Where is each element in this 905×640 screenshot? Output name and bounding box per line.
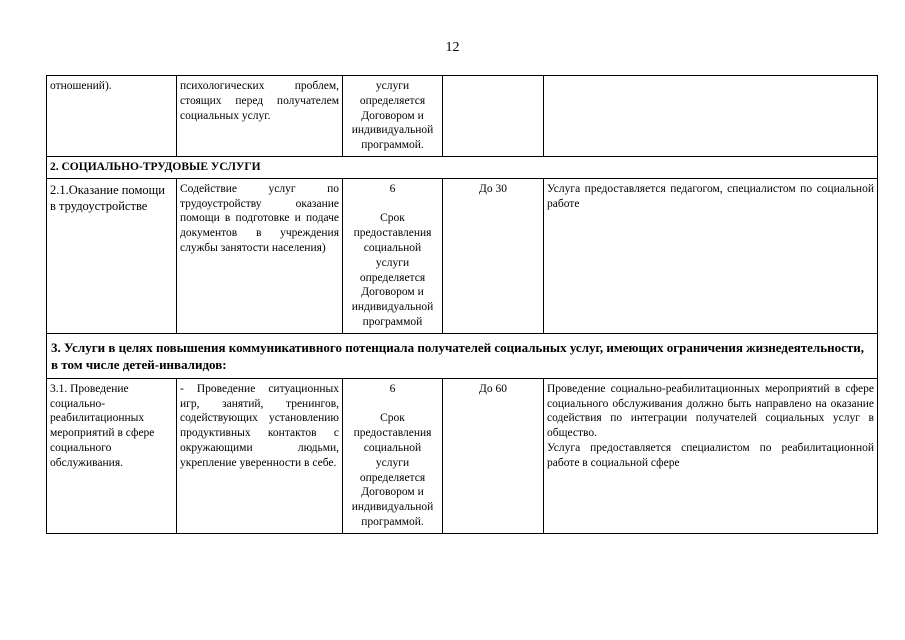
service-provider: Услуга предоставляется педагогом, специалистом по социальной работе [544, 178, 878, 333]
service-term-text: Срок предоставления социальной услуги определяется Договором и индивидуальной программой. [351, 412, 434, 528]
table-cell: психологических проблем, стоящих перед получателем социальных услуг. [177, 76, 343, 157]
service-term-cell [343, 178, 443, 333]
service-requirements: Проведение социально-реабилитационных мероприятий в сфере социального обслуживания должно быть направлено на оказание содействия по интеграции получателей социальных услуг в общество. [547, 382, 874, 440]
table-row [47, 76, 878, 157]
section-heading-row [47, 156, 878, 178]
service-provider: Услуга предоставляется специалистом по реабилитационной работе в социальной сфере [547, 441, 874, 469]
table-cell: услуги определяется Договором и индивидуальной программой. [343, 76, 443, 157]
section-heading: 2. СОЦИАЛЬНО-ТРУДОВЫЕ УСЛУГИ [47, 156, 878, 178]
service-term-text: Срок предоставления социальной услуги определяется Договором и индивидуальной программой [351, 212, 434, 328]
service-term-cell [343, 378, 443, 533]
section-heading-row [47, 333, 878, 378]
service-description: Содействие услуг по трудоустройству оказание помощи в подготовке и подаче документов в учреждения службы занятости населения) [177, 178, 343, 333]
services-table [46, 75, 878, 534]
service-description: - Проведение ситуационных игр, занятий, тренингов, содействующих установлению продуктивных контактов с окружающими людьми, укрепление уверенности в себе. [177, 378, 343, 533]
service-term-value: 6 [389, 382, 396, 395]
section-heading: 3. Услуги в целях повышения коммуникативного потенциала получателей социальных услуг, имеющих ограничения жизнедеятельности, в том числе детей-инвалидов: [47, 333, 878, 378]
table-cell: отношений). [47, 76, 177, 157]
table-cell [443, 76, 544, 157]
table-row [47, 378, 878, 533]
service-name: 3.1. Проведение социально-реабилитационных мероприятий в сфере социального обслуживания. [47, 378, 177, 533]
service-name: 2.1.Оказание помощи в трудоустройстве [47, 178, 177, 333]
service-limit: До 60 [443, 378, 544, 533]
service-term-value: 6 [389, 182, 396, 195]
table-cell [544, 76, 878, 157]
service-provider-cell [544, 378, 878, 533]
service-limit: До 30 [443, 178, 544, 333]
table-row [47, 178, 878, 333]
page-number: 12 [445, 40, 460, 55]
